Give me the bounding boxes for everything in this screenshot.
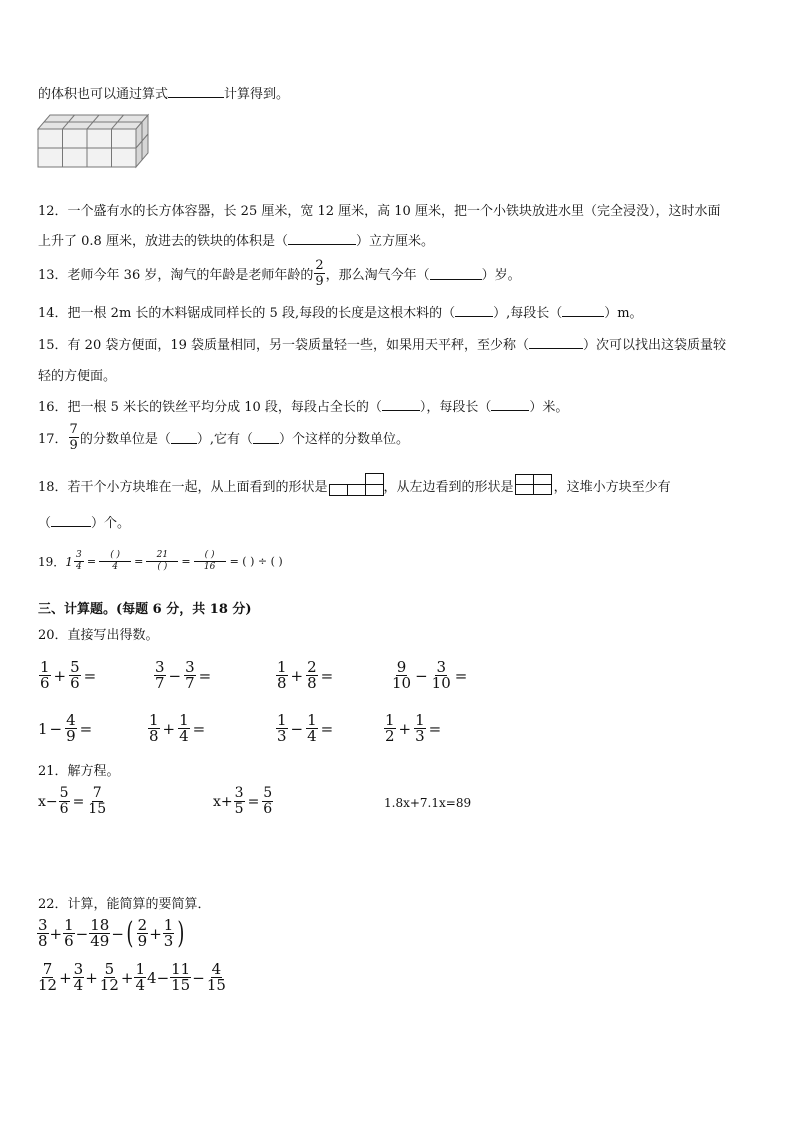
numerator: 1	[149, 711, 159, 729]
fraction	[262, 786, 273, 817]
denominator: 3	[415, 727, 425, 745]
operator: +	[290, 666, 304, 685]
numerator: 7	[69, 422, 78, 437]
operator: =	[320, 666, 334, 685]
fraction	[306, 713, 318, 744]
denominator: 4	[135, 976, 146, 994]
left-view-shape	[514, 473, 554, 497]
mixed-fraction	[74, 550, 84, 573]
denominator: 10	[392, 674, 412, 692]
cube-stack-figure	[36, 112, 152, 170]
denominator: 3	[277, 727, 287, 745]
text-segment: 18．若干个小方块堆在一起，从上面看到的形状是	[38, 479, 328, 495]
q21-title: 21．解方程。	[38, 764, 120, 779]
fraction	[154, 660, 166, 691]
q14-line	[38, 302, 643, 321]
operator: −	[49, 719, 63, 738]
operator: −	[168, 666, 182, 685]
numerator: 2	[307, 658, 317, 676]
text-segment: 14．把一根 2m 长的木料锯成同样长的 5 段,每段的长度是这根木料的（	[38, 306, 456, 321]
numerator: 9	[396, 658, 407, 676]
denominator: 4	[179, 727, 189, 745]
q12-line2	[38, 230, 434, 249]
denominator: 3	[163, 932, 174, 950]
text-segment: 19．	[38, 555, 66, 569]
text-segment: 1	[38, 719, 48, 738]
denominator: 2	[385, 727, 395, 745]
denominator: 6	[40, 674, 50, 692]
numerator: 11	[171, 960, 191, 978]
numerator: 2	[137, 916, 148, 934]
answer-blank[interactable]	[51, 514, 91, 527]
answer-blank[interactable]	[171, 431, 197, 444]
operator: +	[162, 719, 176, 738]
numerator: 7	[92, 785, 102, 801]
text-segment: ）岁。	[481, 268, 521, 283]
numerator: 1	[415, 711, 425, 729]
answer-blank[interactable]	[253, 431, 279, 444]
operator: =	[198, 666, 212, 685]
q15-line2: 轻的方便面。	[38, 369, 117, 384]
denominator: 5	[234, 801, 244, 817]
denominator: 15	[88, 801, 107, 817]
operator: =	[134, 555, 144, 568]
numerator: 3	[73, 960, 84, 978]
text-segment: −	[156, 968, 170, 987]
numerator: 3	[436, 658, 446, 676]
numerator: 5	[104, 960, 115, 978]
fraction	[69, 660, 81, 691]
numerator: 4	[211, 960, 222, 978]
text-segment: +	[85, 968, 98, 987]
fraction	[414, 713, 426, 744]
text-segment: x+	[213, 793, 233, 810]
numerator: 1	[277, 658, 287, 676]
operator: )	[177, 915, 185, 951]
denominator: 8	[38, 932, 48, 950]
numerator: 1	[64, 916, 74, 934]
text-segment: 的分数单位是（	[79, 432, 171, 447]
text-segment: ）米。	[529, 400, 569, 415]
denominator: 8	[149, 727, 159, 745]
fraction-blank	[194, 550, 226, 573]
fraction	[39, 660, 51, 691]
q22-expr-2	[36, 962, 228, 993]
denominator: 12	[38, 976, 58, 994]
fraction	[391, 660, 412, 691]
numerator: 2	[315, 258, 324, 273]
answer-blank[interactable]	[288, 232, 356, 245]
text-segment: ）,它有（	[196, 432, 253, 447]
denominator: 4	[307, 727, 317, 745]
fraction	[178, 713, 190, 744]
fraction	[431, 660, 452, 691]
q18-line1	[38, 473, 671, 497]
denominator: 4	[112, 562, 118, 572]
text-segment: ，那么淘气今年（	[325, 268, 430, 283]
fraction	[306, 660, 318, 691]
answer-blank[interactable]	[491, 398, 529, 411]
answer-blank[interactable]	[455, 304, 493, 317]
text-segment: 4	[147, 968, 157, 987]
text-segment: x−	[38, 793, 58, 810]
q20-expr	[383, 713, 443, 744]
operator: =	[428, 719, 442, 738]
numerator: 5	[70, 658, 80, 676]
fraction	[276, 713, 288, 744]
text-segment: +	[49, 924, 63, 943]
numerator: 1	[163, 916, 174, 934]
q16-line	[38, 396, 568, 415]
equation	[38, 786, 108, 817]
text-segment: 16．把一根 5 米长的铁丝平均分成 10 段，每段占全长的（	[38, 400, 382, 415]
fraction	[87, 786, 107, 817]
operator: =	[181, 555, 191, 568]
fraction	[206, 962, 227, 993]
denominator: 4	[76, 562, 82, 572]
text-segment: ）,每段长（	[493, 306, 563, 321]
answer-blank[interactable]	[382, 398, 420, 411]
q22-expr-1	[36, 915, 187, 951]
operator: =	[320, 719, 334, 738]
numerator: 1	[135, 960, 146, 978]
text-segment: ）次可以找出这袋质量较	[583, 338, 727, 353]
operator: +	[398, 719, 412, 738]
operator: =	[192, 719, 206, 738]
q22-title: 22．计算，能简算的要简算．	[38, 897, 211, 912]
numerator: 4	[66, 711, 76, 729]
text-segment: ），每段长（	[419, 400, 492, 415]
numerator: 3	[74, 550, 84, 562]
q20-expr	[390, 660, 469, 691]
denominator: 8	[277, 674, 287, 692]
q20-expr	[275, 713, 335, 744]
text-segment: +	[149, 924, 162, 943]
denominator: 15	[171, 976, 191, 994]
operator: =	[454, 666, 468, 685]
denominator: 8	[307, 674, 317, 692]
operator: =	[247, 793, 260, 810]
operator: =	[83, 666, 97, 685]
text-segment: ，从左边看到的形状是	[383, 479, 514, 495]
denominator: 6	[64, 932, 74, 950]
answer-blank[interactable]	[529, 336, 583, 349]
operator: =	[86, 555, 97, 568]
fraction	[170, 962, 191, 993]
text-segment: 计算得到。	[224, 87, 290, 102]
equation: 1.8x+7.1x=89	[384, 796, 472, 810]
answer-blank[interactable]	[430, 267, 482, 280]
denominator: 12	[99, 976, 119, 994]
denominator: ( )	[157, 562, 168, 572]
numerator: 3	[185, 658, 195, 676]
q20-title: 20．直接写出得数。	[38, 628, 159, 643]
text-segment: 13．老师今年 36 岁，淘气的年龄是老师年龄的	[38, 268, 314, 283]
operator: +	[53, 666, 67, 685]
operator: (	[126, 915, 134, 951]
denominator: 10	[431, 674, 451, 692]
text-segment: 1	[65, 554, 73, 569]
fraction	[37, 962, 58, 993]
numerator: 3	[155, 658, 165, 676]
fraction	[234, 786, 245, 817]
denominator: 6	[59, 801, 69, 817]
fraction	[99, 962, 120, 993]
text-segment: 上升了 0.8 厘米，放进去的铁块的体积是（	[38, 234, 288, 249]
numerator: 1	[179, 711, 189, 729]
fraction	[59, 786, 70, 817]
text-segment: −	[111, 924, 124, 943]
fraction	[384, 713, 396, 744]
fraction	[63, 918, 75, 949]
numerator: ( )	[194, 550, 226, 562]
text-segment: 的体积也可以通过算式	[38, 87, 169, 102]
denominator: 6	[263, 801, 273, 817]
q20-expr	[147, 713, 207, 744]
text-segment: +	[59, 968, 72, 987]
denominator: 49	[90, 932, 110, 950]
denominator: 6	[70, 674, 80, 692]
text-segment: ）个。	[91, 516, 131, 531]
q20-expr	[38, 660, 98, 691]
fraction	[276, 660, 288, 691]
text-segment: −	[192, 968, 205, 987]
text-segment: ）个这样的分数单位。	[278, 432, 409, 447]
denominator: 4	[73, 976, 84, 994]
q11-tail-line	[38, 83, 289, 102]
q20-expr	[153, 660, 213, 691]
fraction	[314, 258, 324, 289]
fraction-blank	[99, 550, 131, 573]
answer-blank[interactable]	[562, 304, 604, 317]
numerator: 3	[38, 916, 48, 934]
q12-line1: 12．一个盛有水的长方体容器，长 25 厘米，宽 12 厘米，高 10 厘米，把一个小铁块放进水里（完全浸没），这时水面	[38, 204, 721, 219]
fraction-blank	[146, 550, 178, 573]
text-segment: = ( ) ÷ ( )	[229, 555, 283, 568]
text-segment: ）m。	[604, 306, 643, 321]
numerator: 7	[42, 960, 53, 978]
q19-line	[38, 550, 283, 573]
q17-line	[38, 422, 409, 453]
fraction	[65, 713, 77, 744]
denominator: 7	[155, 674, 165, 692]
q13-line	[38, 258, 521, 289]
fraction	[134, 962, 146, 993]
text-segment: （	[38, 516, 52, 531]
text-segment: 17．	[38, 432, 68, 447]
text-segment: 15．有 20 袋方便面，19 袋质量相同，另一袋质量轻一些，如果用天平秤，至少称（	[38, 338, 530, 353]
denominator: 15	[206, 976, 226, 994]
fraction	[89, 918, 110, 949]
denominator: 7	[185, 674, 195, 692]
fraction	[73, 962, 85, 993]
denominator: 9	[69, 438, 78, 453]
operator: =	[79, 719, 93, 738]
fraction	[37, 918, 49, 949]
q20-expr	[38, 713, 94, 744]
denominator: 9	[66, 727, 76, 745]
answer-blank[interactable]	[168, 85, 224, 98]
operator: −	[290, 719, 304, 738]
numerator: ( )	[99, 550, 131, 562]
operator: −	[415, 666, 428, 685]
numerator: 3	[234, 785, 244, 801]
denominator: 16	[203, 562, 216, 572]
denominator: 9	[137, 932, 148, 950]
numerator: 1	[385, 711, 395, 729]
text-segment: +	[120, 968, 134, 987]
operator: =	[72, 793, 85, 810]
text-segment: ，这堆小方块至少有	[553, 479, 671, 495]
numerator: 18	[90, 916, 110, 934]
text-segment: −	[75, 924, 89, 943]
fraction	[69, 422, 79, 453]
numerator: 5	[59, 785, 69, 801]
numerator: 1	[277, 711, 287, 729]
q15-line1	[38, 334, 726, 353]
numerator: 1	[307, 711, 317, 729]
numerator: 1	[40, 658, 50, 676]
top-view-shape	[328, 473, 384, 497]
fraction	[163, 918, 175, 949]
equation	[213, 786, 274, 817]
fraction	[137, 918, 149, 949]
numerator: 5	[263, 785, 273, 801]
q18-line2	[38, 512, 130, 531]
q20-expr	[275, 660, 335, 691]
denominator: 9	[315, 274, 324, 289]
section-title: 三、计算题。(每题 6 分，共 18 分)	[38, 602, 252, 617]
text-segment: ）立方厘米。	[355, 234, 434, 249]
numerator: 21	[146, 550, 178, 562]
fraction	[148, 713, 160, 744]
fraction	[184, 660, 196, 691]
